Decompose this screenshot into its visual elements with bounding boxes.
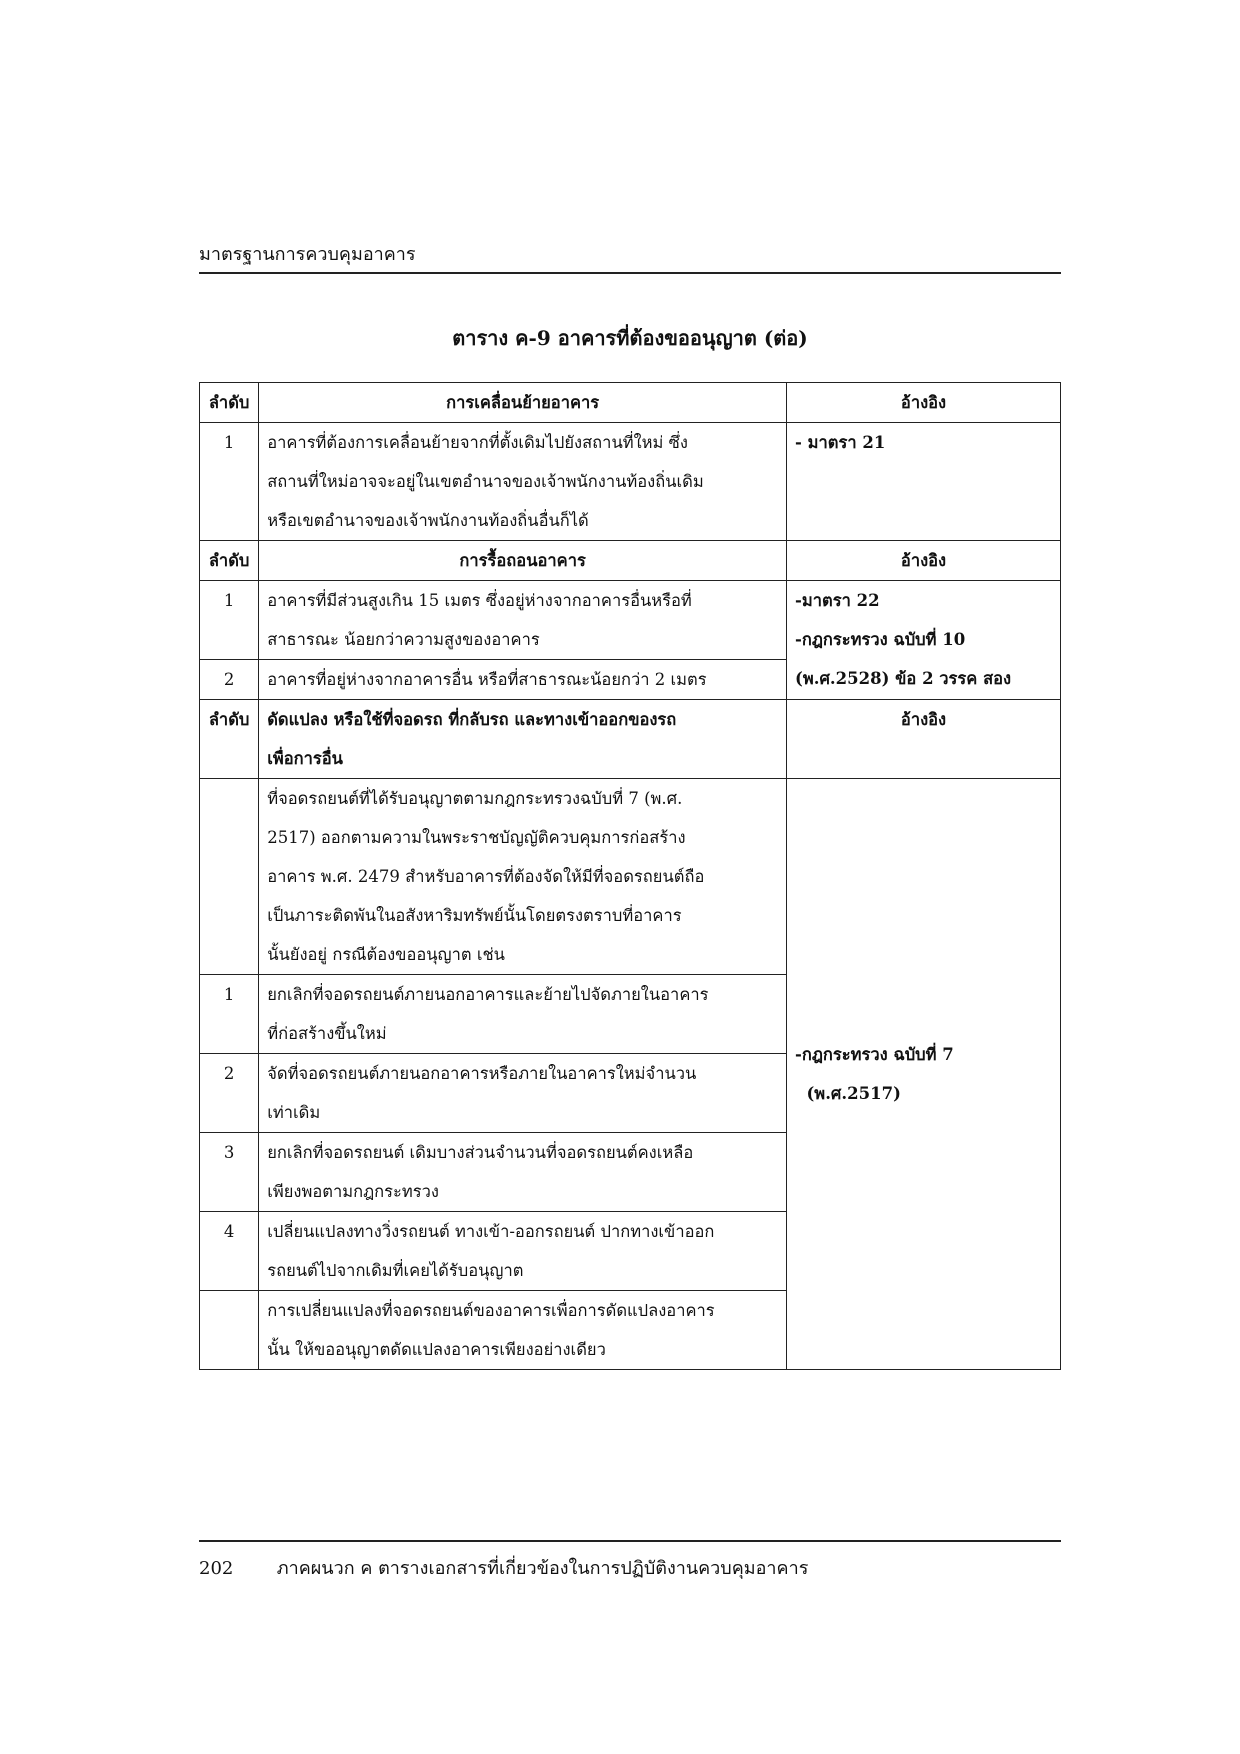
row-description xyxy=(259,975,787,1054)
section-header-row xyxy=(200,541,1061,581)
col-ref-header: อ้างอิง xyxy=(787,383,1061,423)
row-number: 1 xyxy=(200,423,259,541)
reference-line: -กฎกระทรวง ฉบับที่ 7 xyxy=(795,1045,954,1064)
reference-line: - มาตรา 21 xyxy=(795,433,886,452)
description-line: อาคารที่อยู่ห่างจากอาคารอื่น หรือที่สาธารณะน้อยกว่า 2 เมตร xyxy=(267,670,707,689)
row-number xyxy=(200,779,259,975)
section-reference xyxy=(787,779,1061,1370)
row-description xyxy=(259,1133,787,1212)
row-number xyxy=(200,1291,259,1370)
row-number: 1 xyxy=(200,975,259,1054)
description-line: นั้น ให้ขออนุญาตดัดแปลงอาคารเพียงอย่างเดียว xyxy=(267,1340,606,1359)
description-line: เท่าเดิม xyxy=(267,1103,321,1122)
col-desc-header: การเคลื่อนย้ายอาคาร xyxy=(259,383,787,423)
description-line: ที่ก่อสร้างขึ้นใหม่ xyxy=(267,1024,387,1043)
closing-description xyxy=(259,1291,787,1370)
row-description xyxy=(259,660,787,700)
table-row xyxy=(200,581,1061,660)
header-line: เพื่อการอื่น xyxy=(267,749,343,768)
row-description xyxy=(259,1212,787,1291)
description-line: การเปลี่ยนแปลงที่จอดรถยนต์ของอาคารเพื่อการดัดแปลงอาคาร xyxy=(267,1301,715,1320)
description-line: สาธารณะ น้อยกว่าความสูงของอาคาร xyxy=(267,630,540,649)
reference-line: -กฎกระทรวง ฉบับที่ 10 xyxy=(795,630,966,649)
row-description xyxy=(259,1054,787,1133)
description-line: ยกเลิกที่จอดรถยนต์ภายนอกอาคารและย้ายไปจัดภายในอาคาร xyxy=(267,985,709,1004)
col-num-header: ลำดับ xyxy=(200,700,259,779)
row-number: 2 xyxy=(200,1054,259,1133)
description-line: จัดที่จอดรถยนต์ภายนอกอาคารหรือภายในอาคารใหม่จำนวน xyxy=(267,1064,697,1083)
description-line: อาคาร พ.ศ. 2479 สำหรับอาคารที่ต้องจัดให้มีที่จอดรถยนต์ถือ xyxy=(267,867,705,886)
running-header xyxy=(199,240,1061,274)
header-line: ดัดแปลง หรือใช้ที่จอดรถ ที่กลับรถ และทางเข้าออกของรถ xyxy=(267,710,677,729)
row-number: 1 xyxy=(200,581,259,660)
description-line: ยกเลิกที่จอดรถยนต์ เดิมบางส่วนจำนวนที่จอดรถยนต์คงเหลือ xyxy=(267,1143,694,1162)
section-header-row xyxy=(200,700,1061,779)
description-line: ที่จอดรถยนต์ที่ได้รับอนุญาตตามกฎกระทรวงฉบับที่ 7 (พ.ศ. xyxy=(267,789,683,808)
col-ref-header: อ้างอิง xyxy=(787,700,1061,779)
row-reference xyxy=(787,423,1061,541)
footer-text: ภาคผนวก ค ตารางเอกสารที่เกี่ยวข้องในการปฏิบัติงานควบคุมอาคาร xyxy=(276,1558,809,1579)
section-header-row xyxy=(200,383,1061,423)
reference-line: (พ.ศ.2528) ข้อ 2 วรรค สอง xyxy=(795,669,1012,688)
row-description xyxy=(259,581,787,660)
row-number: 4 xyxy=(200,1212,259,1291)
table-row xyxy=(200,423,1061,541)
table-row xyxy=(200,779,1061,975)
page-number: 202 xyxy=(199,1558,234,1579)
description-line: 2517) ออกตามความในพระราชบัญญัติควบคุมการก่อสร้าง xyxy=(267,828,686,847)
permit-table xyxy=(199,382,1061,1370)
section-reference xyxy=(787,581,1061,700)
col-ref-header: อ้างอิง xyxy=(787,541,1061,581)
description-line: อาคารที่ต้องการเคลื่อนย้ายจากที่ตั้งเดิมไปยังสถานที่ใหม่ ซึ่ง xyxy=(267,433,688,452)
col-num-header: ลำดับ xyxy=(200,383,259,423)
description-line: หรือเขตอำนาจของเจ้าพนักงานท้องถิ่นอื่นก็ได้ xyxy=(267,511,589,530)
table-title: ตาราง ค-9 อาคารที่ต้องขออนุญาต (ต่อ) xyxy=(452,326,808,350)
col-num-header: ลำดับ xyxy=(200,541,259,581)
reference-line: -มาตรา 22 xyxy=(795,591,880,610)
description-line: สถานที่ใหม่อาจจะอยู่ในเขตอำนาจของเจ้าพนักงานท้องถิ่นเดิม xyxy=(267,472,704,491)
row-number: 2 xyxy=(200,660,259,700)
row-number: 3 xyxy=(200,1133,259,1212)
description-line: อาคารที่มีส่วนสูงเกิน 15 เมตร ซึ่งอยู่ห่างจากอาคารอื่นหรือที่ xyxy=(267,591,692,610)
running-header-title: มาตรฐานการควบคุมอาคาร xyxy=(199,244,416,265)
description-line: เปลี่ยนแปลงทางวิ่งรถยนต์ ทางเข้า-ออกรถยนต์ ปากทางเข้าออก xyxy=(267,1222,715,1241)
description-line: นั้นยังอยู่ กรณีต้องขออนุญาต เช่น xyxy=(267,945,505,964)
reference-line: (พ.ศ.2517) xyxy=(795,1084,901,1103)
intro-description xyxy=(259,779,787,975)
description-line: รถยนต์ไปจากเดิมที่เคยได้รับอนุญาต xyxy=(267,1261,524,1280)
description-line: เพียงพอตามกฎกระทรวง xyxy=(267,1182,439,1201)
running-footer xyxy=(199,1540,1061,1584)
col-desc-header: การรื้อถอนอาคาร xyxy=(259,541,787,581)
description-line: เป็นภาระติดพันในอสังหาริมทรัพย์นั้นโดยตรงตราบที่อาคาร xyxy=(267,906,682,925)
row-description xyxy=(259,423,787,541)
col-desc-header xyxy=(259,700,787,779)
